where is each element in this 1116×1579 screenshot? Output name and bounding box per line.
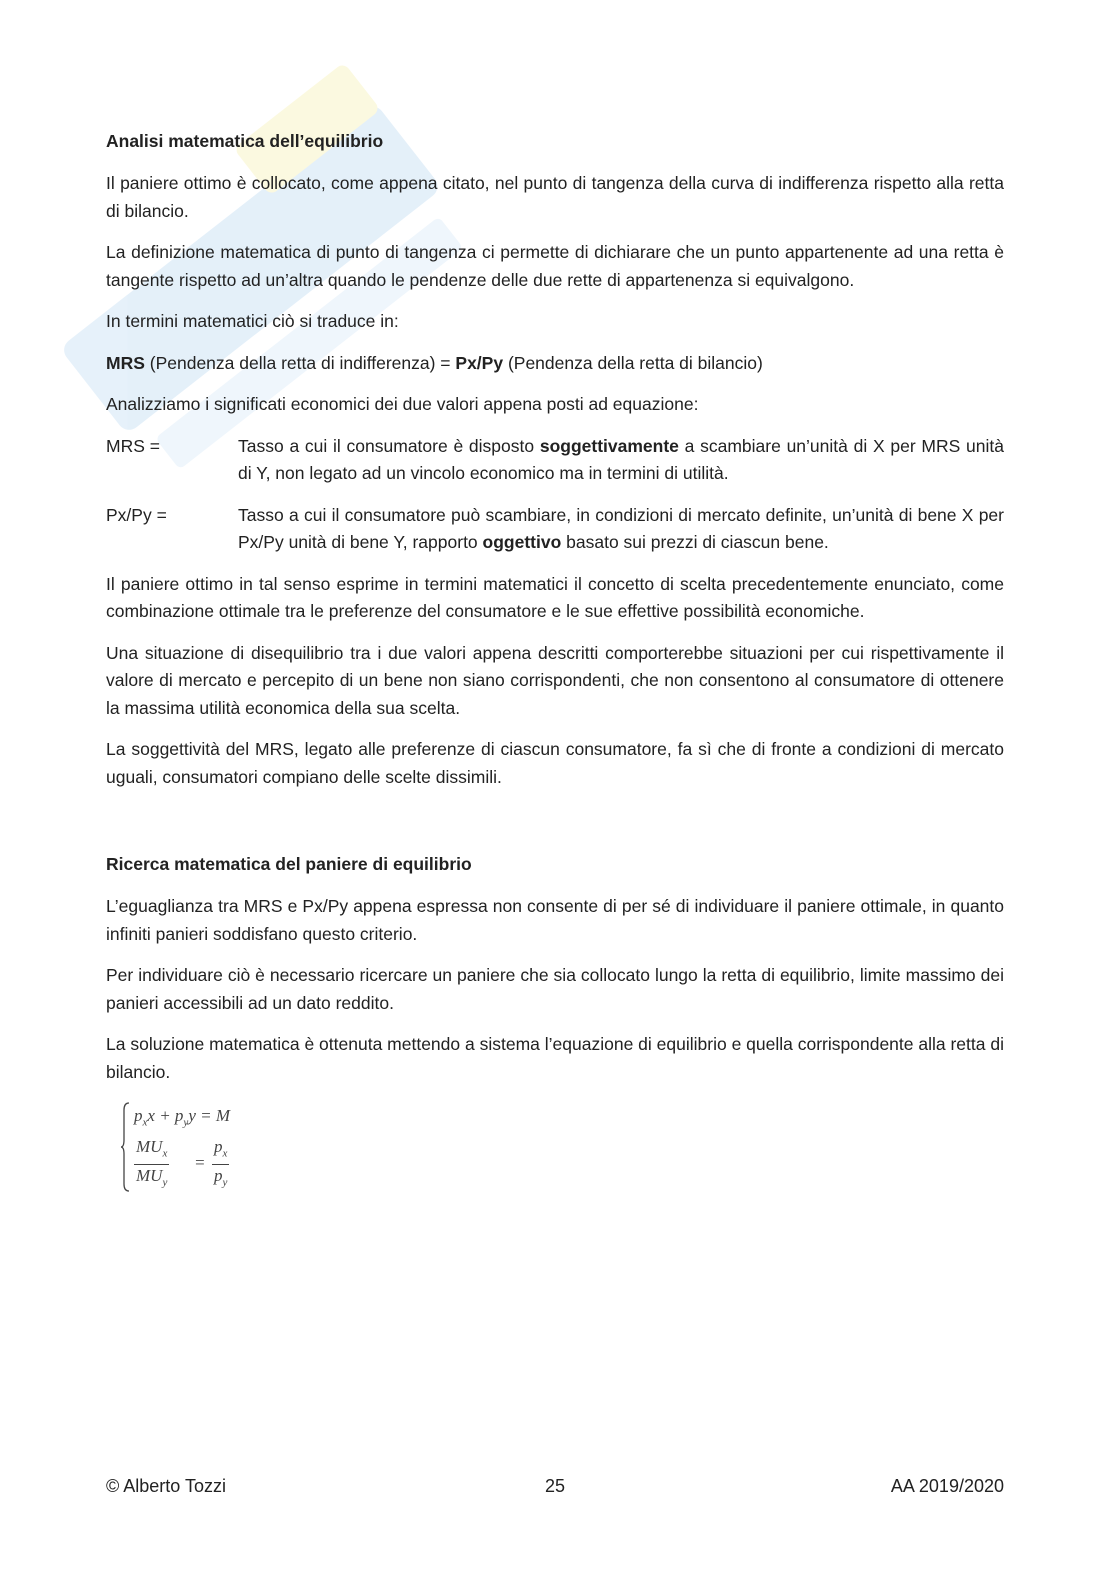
footer-year: AA 2019/2020 xyxy=(890,1476,1004,1496)
mrs-description: (Pendenza della retta di indifferenza) = xyxy=(144,352,456,373)
equation-line xyxy=(106,350,1004,378)
brace-symbol xyxy=(120,1102,130,1192)
page-content xyxy=(106,128,1004,1194)
footer-author: © Alberto Tozzi xyxy=(106,1476,226,1496)
footer-page-number: 25 xyxy=(544,1476,566,1496)
paragraph-scelta: Il paniere ottimo in tal senso esprime in termini matematici il concetto di scelta precedentemente enunciato, come combinazione ottimale tra le preferenze del consumatore e le sue effettive possibilità economiche. xyxy=(106,573,1004,621)
section-heading-ricerca: Ricerca matematica del paniere di equilibrio xyxy=(106,854,472,874)
pxpy-description: (Pendenza della retta di bilancio) xyxy=(503,352,763,373)
paragraph-paniere-ottimo: Il paniere ottimo è collocato, come appena citato, nel punto di tangenza della curva di indifferenza rispetto alla retta di bilancio. xyxy=(106,173,1004,221)
paragraph-eguaglianza: L’eguaglianza tra MRS e Px/Py appena espressa non consente di per sé di individuare il paniere ottimale, in quanto infiniti panieri soddisfano questo criterio. xyxy=(106,896,1004,944)
paragraph-soggettivita: La soggettività del MRS, legato alle preferenze di ciascun consumatore, fa sì che di fronte a condizioni di mercato uguali, consumatori compiano delle scelte dissimili. xyxy=(106,739,1004,787)
equation-system xyxy=(120,1102,280,1194)
fraction-equals: = xyxy=(194,1153,206,1172)
paragraph-definizione-tangenza: La definizione matematica di punto di tangenza ci permette di dichiarare che un punto appartenente ad una retta è tangente rispetto ad un’altra quando le pendenze delle due rette di appartenenza si equivalgono. xyxy=(106,242,1004,290)
mrs-label: MRS xyxy=(106,352,145,373)
paragraph-individuare: Per individuare ciò è necessario ricercare un paniere che sia collocato lungo la retta di equilibrio, limite massimo dei panieri accessibili ad un dato reddito. xyxy=(106,965,1004,1013)
definition-term-mrs: MRS = xyxy=(106,435,160,456)
definition-text-pxpy: Tasso a cui il consumatore può scambiare, in condizioni di mercato definite, un’unità di bene X per Px/Py unità di bene Y, rapporto oggettivo basato sui prezzi di ciascun bene. xyxy=(238,504,1004,552)
paragraph-disequilibrio: Una situazione di disequilibrio tra i due valori appena descritti comporterebbe situazioni per cui rispettivamente il valore di mercato e percepito di un bene non siano corrispondenti, che non consentono al consumatore di ottenere la massima utilità economica della sua scelta. xyxy=(106,642,1004,718)
mu-fraction: $MU_x$ $MU_y$ xyxy=(136,1137,168,1189)
bold-oggettivo: oggettivo xyxy=(482,532,562,552)
budget-equation: $p_xx + p_yy = M$ xyxy=(134,1106,230,1129)
section-heading-analisi: Analisi matematica dell’equilibrio xyxy=(106,131,384,151)
pxpy-label: Px/Py xyxy=(455,352,504,373)
definition-mrs xyxy=(106,433,1004,488)
definition-text-mrs: Tasso a cui il consumatore è disposto soggettivamente a scambiare un’unità di X per MRS unità di Y, non legato ad un vincolo economico ma in termini di utilità. xyxy=(238,435,1004,483)
paragraph-termini-matematici: In termini matematici ciò si traduce in: xyxy=(106,311,399,331)
definition-pxpy xyxy=(106,502,1004,557)
paragraph-analizziamo: Analizziamo i significati economici dei due valori appena posti ad equazione: xyxy=(106,394,699,414)
paragraph-soluzione: La soluzione matematica è ottenuta mettendo a sistema l’equazione di equilibrio e quella corrispondente alla retta di bilancio. xyxy=(106,1034,1004,1082)
price-fraction: $\frac{p_x}{p_y}$ xyxy=(214,1137,228,1189)
bold-soggettivamente: soggettivamente xyxy=(539,435,679,456)
definition-term-pxpy: Px/Py = xyxy=(106,504,167,525)
